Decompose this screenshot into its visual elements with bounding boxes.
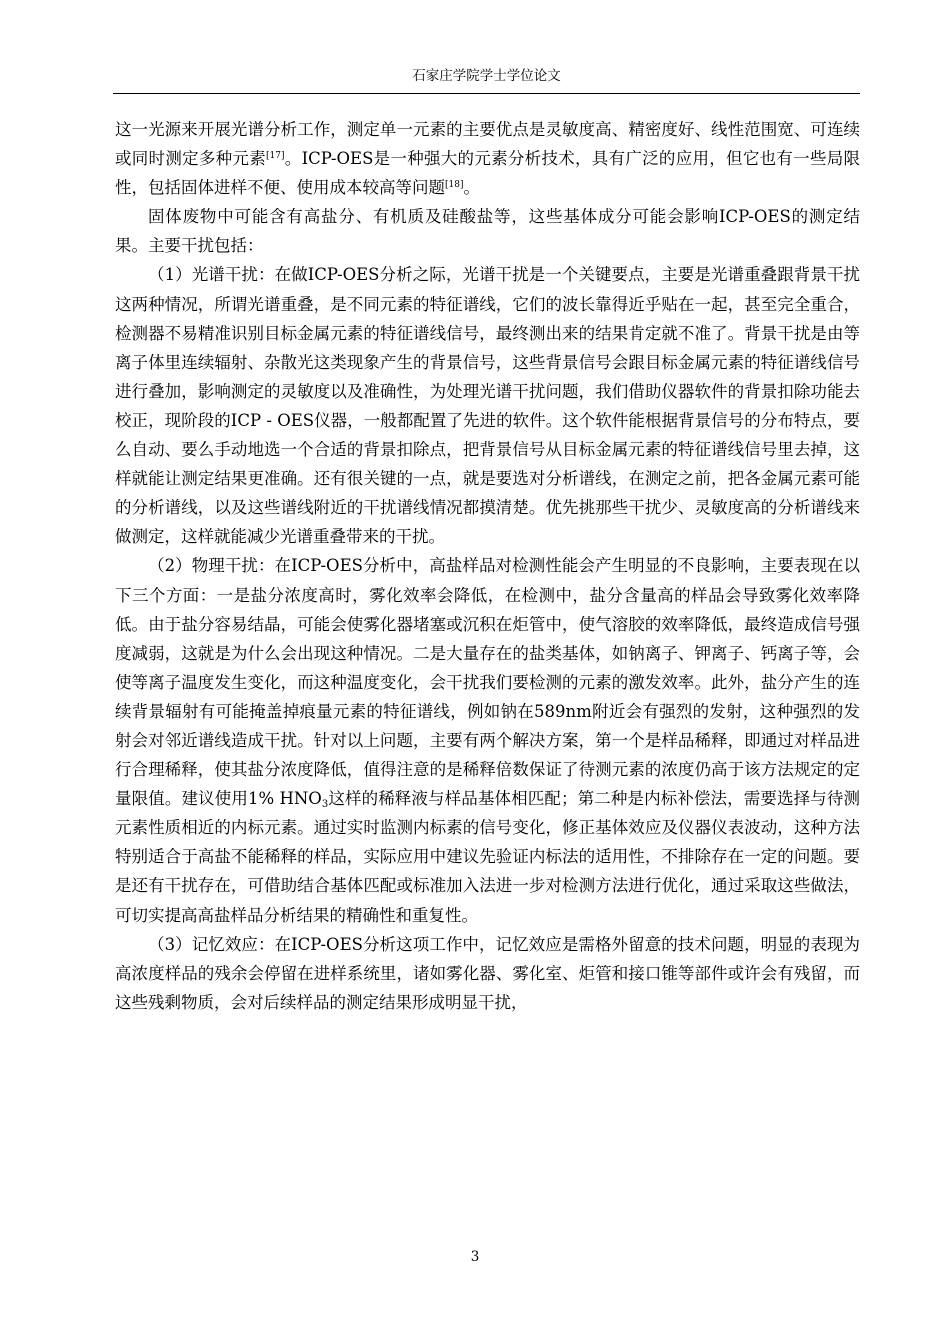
- citation-17: [17]: [266, 151, 285, 162]
- paragraph-1: [115, 115, 860, 202]
- paragraph-2: 固体废物中可能含有高盐分、有机质及硅酸盐等，这些基体成分可能会影响ICP-OES的测定结果。主要干扰包括：: [115, 207, 860, 256]
- paragraph-spectral-interference: （1）光谱干扰：在做ICP-OES分析之际，光谱干扰是一个关键要点，主要是光谱重叠跟背景干扰这两种情况，所谓光谱重叠，是不同元素的特征谱线，它们的波长靠得近乎贴在一起，甚至完全重合，检测器不易精准识别目标金属元素的特征谱线信号，最终测出来的结果肯定就不准了。背景干扰是由等离子体里连续辐射、杂散光这类现象产生的背景信号，这些背景信号会跟目标金属元素的特征谱线信号进行叠加，影响测定的灵敏度以及准确性，为处理光谱干扰问题，我们借助仪器软件的背景扣除功能去校正，现阶段的ICP - OES仪器，一般都配置了先进的软件。这个软件能根据背景信号的分布特点，要么自动、要么手动地选一个合适的背景扣除点，把背景信号从目标金属元素的特征谱线信号里去掉，这样就能让测定结果更准确。还有很关键的一点，就是要选对分析谱线，在测定之前，把各金属元素可能的分析谱线，以及这些谱线附近的干扰谱线情况都摸清楚。优先挑那些干扰少、灵敏度高的分析谱线来做测定，这样就能减少光谱重叠带来的干扰。: [115, 265, 860, 547]
- paragraph-physical-interference: [115, 551, 860, 929]
- paragraph-1-text-a: 这一光源来开展光谱分析工作，测定单一元素的主要优点是灵敏度高、精密度好、线性范围宽、可连续或同时测定多种元素: [115, 120, 860, 169]
- paragraph-1-text-b: 。ICP-OES是一种强大的元素分析技术，具有广泛的应用，但它也有一些局限性，包括固体进样不便、使用成本较高等问题: [115, 149, 861, 198]
- paragraph-physical-text-b: 这样的稀释液与样品基体相匹配；第二种是内标补偿法，需要选择与待测元素性质相近的内标元素。通过实时监测内标素的信号变化，修正基体效应及仪器仪表波动，这种方法特别适合于高盐不能稀释的样品，实际应用中建议先验证内标法的适用性，不排除存在一定的问题。要是还有干扰存在，可借助结合基体匹配或标准加入法进一步对检测方法进行优化，通过采取这些做法，可切实提高高盐样品分析结果的精确性和重复性。: [115, 789, 860, 925]
- paragraph-1-text-c: 。: [463, 178, 480, 198]
- running-header: 石家庄学院学士学位论文: [412, 68, 561, 84]
- paragraph-memory-effect: （3）记忆效应：在ICP-OES分析这项工作中，记忆效应是需格外留意的技术问题，明显的表现为高浓度样品的残余会停留在进样系统里，诸如雾化器、雾化室、炬管和接口锥等部件或许会有残留，而这些残剩物质，会对后续样品的测定结果形成明显干扰，: [115, 934, 860, 1012]
- paragraph-physical-text-a: （2）物理干扰：在ICP-OES分析中，高盐样品对检测性能会产生明显的不良影响，主要表现在以下三个方面：一是盐分浓度高时，雾化效率会降低，在检测中，盐分含量高的样品会导致雾化效率降低。由于盐分容易结晶，可能会使雾化器堵塞或沉积在炬管中，使气溶胶的效率降低，最终造成信号强度减弱，这就是为什么会出现这种情况。二是大量存在的盐类基体，如钠离子、钾离子、钙离子等，会使等离子温度发生变化，而这种温度变化，会干扰我们要检测的元素的激发效率。此外，盐分产生的连续背景辐射有可能掩盖掉痕量元素的特征谱线，例如钠在589nm附近会有强烈的发射，这种强烈的发射会对邻近谱线造成干扰。针对以上问题，主要有两个解决方案，第一个是样品稀释，即通过对样品进行合理稀释，使其盐分浓度降低，值得注意的是稀释倍数保证了待测元素的浓度仍高于该方法规定的定量限值。建议使用1% HNO: [115, 556, 860, 809]
- header-rule: [113, 93, 860, 94]
- page-number: 3: [470, 1249, 480, 1265]
- body-text: [115, 115, 860, 1017]
- citation-18: [18]: [445, 180, 464, 191]
- subscript-3: 3: [321, 799, 329, 811]
